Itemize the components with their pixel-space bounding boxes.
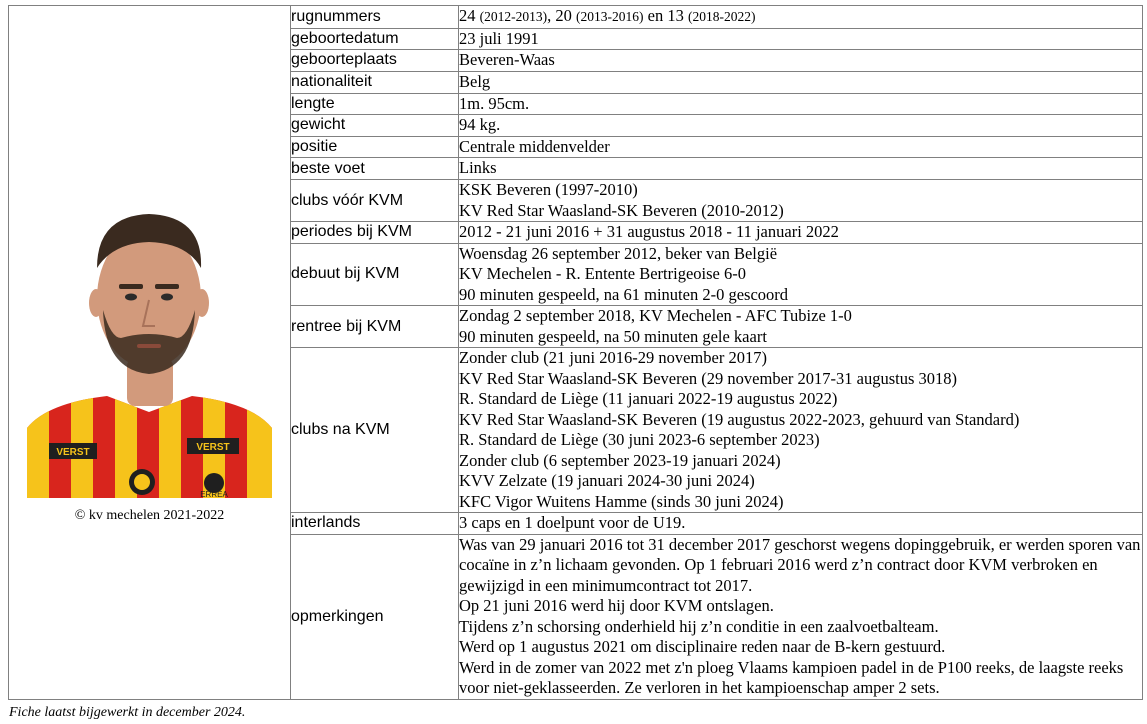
value-opmerkingen (459, 534, 1143, 699)
eye-right (161, 294, 173, 301)
value-line: KVV Zelzate (19 januari 2024-30 juni 2024) (459, 471, 755, 490)
value-geboorteplaats (459, 50, 1143, 72)
label-interlands: interlands (291, 513, 459, 535)
label-debuut: debuut bij KVM (291, 243, 459, 306)
label-clubs-voor: clubs vóór KVM (291, 180, 459, 222)
shirt-number: 13 (667, 6, 684, 25)
value-line: 23 juli 1991 (459, 28, 539, 48)
value-geboortedatum (459, 28, 1143, 50)
shirt-number-period: (2018-2022) (687, 9, 756, 24)
value-line: Zondag 2 september 2018, KV Mechelen - AFC Tubize 1-0 (459, 306, 852, 325)
value-line: KV Red Star Waasland-SK Beveren (19 augustus 2022-2023, gehuurd van Standard) (459, 409, 1020, 429)
value-clubs-na (459, 348, 1143, 513)
sponsor-text-left: VERST (56, 447, 90, 459)
footer-note: Fiche laatst bijgewerkt in december 2024. (9, 705, 246, 720)
kit-brand-text: ERREA (200, 490, 228, 499)
shirt-number-period: (2012-2013) (479, 9, 548, 24)
value-line: 2012 - 21 juni 2016 + 31 augustus 2018 - 11 januari 2022 (459, 222, 839, 241)
value-line: KSK Beveren (1997-2010) (459, 180, 638, 199)
player-photo-cell (9, 6, 291, 700)
label-periodes: periodes bij KVM (291, 222, 459, 244)
value-lengte (459, 93, 1143, 115)
label-nationaliteit: nationaliteit (291, 71, 459, 93)
club-crest-inner (134, 474, 150, 490)
value-gewicht (459, 115, 1143, 137)
player-portrait-illustration (27, 198, 272, 498)
value-periodes (459, 222, 1143, 244)
row-rugnummers (9, 6, 1143, 29)
value-line: 94 kg. (459, 115, 501, 134)
value-beste-voet (459, 158, 1143, 180)
value-line: 1m. 95cm. (459, 93, 530, 113)
value-line: Links (459, 158, 497, 178)
label-geboorteplaats: geboorteplaats (291, 50, 459, 72)
shirt-number-list (459, 6, 1142, 28)
label-positie: positie (291, 136, 459, 158)
value-debuut (459, 243, 1143, 306)
player-photo (27, 198, 272, 498)
value-line: Centrale middenvelder (459, 136, 610, 156)
value-line: KV Red Star Waasland-SK Beveren (29 november 2017-31 augustus 3018) (459, 368, 958, 388)
value-clubs-voor (459, 180, 1143, 222)
label-beste-voet: beste voet (291, 158, 459, 180)
shirt-number: 24 (459, 6, 476, 25)
value-line: Op 21 juni 2016 werd hij door KVM ontslagen. (459, 596, 774, 615)
value-line: Zonder club (6 september 2023-19 januari 2024) (459, 450, 781, 470)
value-interlands (459, 513, 1143, 535)
value-nationaliteit (459, 71, 1143, 93)
sponsor-text-right: VERST (196, 442, 230, 454)
value-line: KV Red Star Waasland-SK Beveren (2010-2012) (459, 200, 784, 220)
label-clubs-na: clubs na KVM (291, 348, 459, 513)
shirt-number-separator: en (643, 6, 668, 25)
value-rugnummers (459, 6, 1143, 29)
value-line: KV Mechelen - R. Entente Bertrigeoise 6-0 (459, 264, 746, 283)
value-line: R. Standard de Liège (30 juni 2023-6 september 2023) (459, 430, 820, 449)
shirt-number-separator: , (547, 6, 556, 25)
value-rentree (459, 306, 1143, 348)
ear-left (89, 289, 103, 317)
label-lengte: lengte (291, 93, 459, 115)
player-fiche-table (8, 5, 1143, 700)
eyebrow-left (119, 284, 143, 289)
label-rentree: rentree bij KVM (291, 306, 459, 348)
photo-caption: © kv mechelen 2021-2022 (74, 508, 225, 524)
value-line: KFC Vigor Wuitens Hamme (sinds 30 juni 2024) (459, 491, 784, 511)
value-line: Zonder club (21 juni 2016-29 november 2017) (459, 348, 767, 367)
label-gewicht: gewicht (291, 115, 459, 137)
value-line: Tijdens z’n schorsing onderhield hij z’n conditie in een zaalvoetbalteam. (459, 616, 939, 636)
value-line: 90 minuten gespeeld, na 61 minuten 2-0 gescoord (459, 284, 789, 304)
value-line: R. Standard de Liège (11 januari 2022-19 augustus 2022) (459, 389, 838, 408)
label-rugnummers: rugnummers (291, 6, 459, 29)
value-line: Beveren-Waas (459, 50, 555, 69)
value-line: Werd op 1 augustus 2021 om disciplinaire reden naar de B-kern gestuurd. (459, 637, 946, 656)
eye-left (125, 294, 137, 301)
label-opmerkingen: opmerkingen (291, 534, 459, 699)
value-positie (459, 136, 1143, 158)
shirt-number: 20 (555, 6, 572, 25)
ear-right (195, 289, 209, 317)
value-line: 90 minuten gespeeld, na 50 minuten gele kaart (459, 326, 767, 346)
value-line: Werd in de zomer van 2022 met z'n ploeg Vlaams kampioen padel in de P100 reeks, de laagste reeks voor niet-geklasseerden. Ze verloren in het kampioenschap amper 2 sets. (459, 657, 1124, 697)
value-line: 3 caps en 1 doelpunt voor de U19. (459, 513, 686, 532)
eyebrow-right (155, 284, 179, 289)
value-line: Woensdag 26 september 2012, beker van België (459, 243, 778, 263)
mouth (137, 344, 161, 348)
label-geboortedatum: geboortedatum (291, 28, 459, 50)
value-line: Was van 29 januari 2016 tot 31 december 2017 geschorst wegens dopinggebruik, er werden sporen van cocaïne in z’n lichaam gevonden. Op 1 februari 2016 werd z’n contract door KVM verbroken en gewijzigd in een minimumcontract tot 2017. (459, 534, 1141, 595)
value-line: Belg (459, 71, 491, 91)
shirt-number-period: (2013-2016) (576, 9, 644, 24)
